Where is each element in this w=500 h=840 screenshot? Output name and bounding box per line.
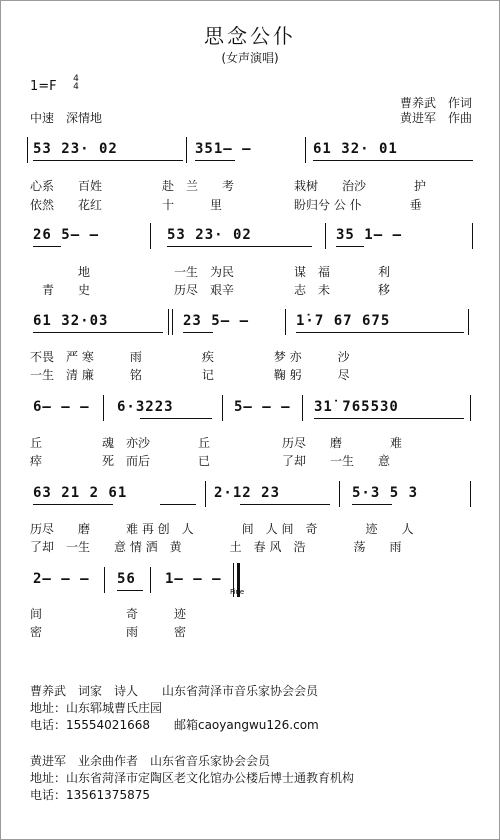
measure-4-4: 31̇ 765530 — [314, 399, 399, 415]
contact-1-address: 地址：山东郓城曹氏庄园 — [30, 701, 163, 715]
barline — [285, 309, 286, 335]
measure-6-3: 1— — — — [165, 571, 222, 587]
measure-6-2: 56 — [117, 571, 136, 587]
song-subtitle: (女声演唱) — [221, 51, 279, 65]
measure-2-3: 35 1— — — [336, 227, 403, 243]
barline — [339, 481, 340, 507]
barline — [168, 309, 169, 335]
underline-beam — [314, 418, 464, 419]
barline — [222, 395, 223, 421]
composer-credit: 黄进军 作曲 — [400, 111, 473, 125]
measure-5-3: 5·3 5 3 — [352, 485, 419, 501]
lyric-line-1: 不畏 严 寒 雨 疾 梦 亦 沙 — [30, 350, 350, 364]
key-signature: 1=F — [30, 79, 57, 94]
lyric-line-1: 心系 百姓 赴 兰 考 栽树 治沙 护 — [30, 179, 427, 193]
contact-2-line1: 黄进军 业余曲作者 山东省音乐家协会会员 — [30, 754, 271, 768]
measure-3-2: 23 5— — — [183, 313, 250, 329]
barline — [150, 223, 151, 249]
lyric-line-2: 了却 一生 意 情 洒 黄 土 春 风 浩 荡 雨 — [30, 540, 402, 554]
measure-1-2: 351— — — [195, 141, 252, 157]
measure-3-3: 1̇·7 67 675 — [296, 313, 391, 329]
underline-beam — [33, 160, 183, 161]
underline-beam — [33, 246, 61, 247]
contact-1-phone: 电话：15554021668 邮箱caoyangwu126.com — [30, 718, 319, 732]
underline-beam — [183, 332, 213, 333]
underline-beam — [167, 246, 312, 247]
lyric-line-2: 一生 清 廉 铭 记 鞠 躬 尽 — [30, 368, 350, 382]
time-denominator: 4 — [73, 82, 79, 92]
barline — [302, 395, 303, 421]
underline-beam — [33, 504, 113, 505]
time-signature — [72, 75, 80, 91]
measure-5-2: 2·12 23 — [214, 485, 281, 501]
barline — [325, 223, 326, 249]
barline — [205, 481, 206, 507]
barline — [472, 223, 473, 249]
underline-beam — [140, 418, 212, 419]
measure-4-2: 6·3223 — [117, 399, 174, 415]
barline — [103, 395, 104, 421]
lyric-line-2: 依然 花红 十 里 盼归兮 公 仆 垂 — [30, 198, 422, 212]
lyric-line-2: 瘁 死 而后 已 了却 一生 意 — [30, 454, 391, 468]
barline — [470, 395, 471, 421]
measure-4-3: 5— — — — [234, 399, 291, 415]
underline-beam — [117, 590, 143, 591]
lyricist-credit: 曹养武 作词 — [400, 96, 473, 110]
measure-6-1: 2— — — — [33, 571, 90, 587]
barline — [150, 567, 151, 593]
measure-1-3: 61 32· 01 — [313, 141, 398, 157]
barline — [172, 309, 173, 335]
measure-5-1: 63 21 2 61 — [33, 485, 128, 501]
time-numerator: 4 — [73, 74, 79, 84]
barline-start — [27, 137, 28, 163]
song-title: 思念公仆 — [204, 24, 296, 48]
measure-2-1: 26 5— — — [33, 227, 100, 243]
underline-beam — [33, 332, 163, 333]
barline — [470, 481, 471, 507]
lyric-line-1: 间 奇 迹 — [30, 607, 187, 621]
barline — [104, 567, 105, 593]
barline — [305, 137, 306, 163]
barline — [186, 137, 187, 163]
measure-1-1: 53 23· 02 — [33, 141, 118, 157]
underline-beam — [240, 504, 330, 505]
underline-beam — [352, 504, 392, 505]
lyric-line-2: 密 雨 密 — [30, 625, 187, 639]
measure-4-1: 6— — — — [33, 399, 90, 415]
measure-2-2: 53 23· 02 — [167, 227, 252, 243]
underline-beam — [336, 246, 364, 247]
lyric-line-1: 丘 魂 亦沙 丘 历尽 磨 难 — [30, 436, 403, 450]
contact-1-line1: 曹养武 词家 诗人 山东省菏泽市音乐家协会会员 — [30, 684, 319, 698]
underline-beam — [296, 332, 464, 333]
underline-beam — [313, 160, 473, 161]
contact-2-address: 地址：山东省菏泽市定陶区老文化馆办公楼后博士通教育机构 — [30, 771, 355, 785]
underline-beam — [195, 160, 235, 161]
underline-beam — [160, 504, 196, 505]
fine-marking: Fine — [230, 588, 245, 596]
contact-2-phone: 电话：13561375875 — [30, 788, 150, 802]
lyric-line-2: 青 史 历尽 艰辛 志 未 移 — [30, 283, 391, 297]
lyric-line-1: 地 一生 为民 谋 福 利 — [30, 265, 391, 279]
lyric-line-1: 历尽 磨 难 再 创 人 间 人 间 奇 迹 人 — [30, 522, 414, 536]
measure-3-1: 61 32·03 — [33, 313, 109, 329]
barline — [468, 309, 469, 335]
tempo-marking: 中速 深情地 — [30, 111, 103, 125]
